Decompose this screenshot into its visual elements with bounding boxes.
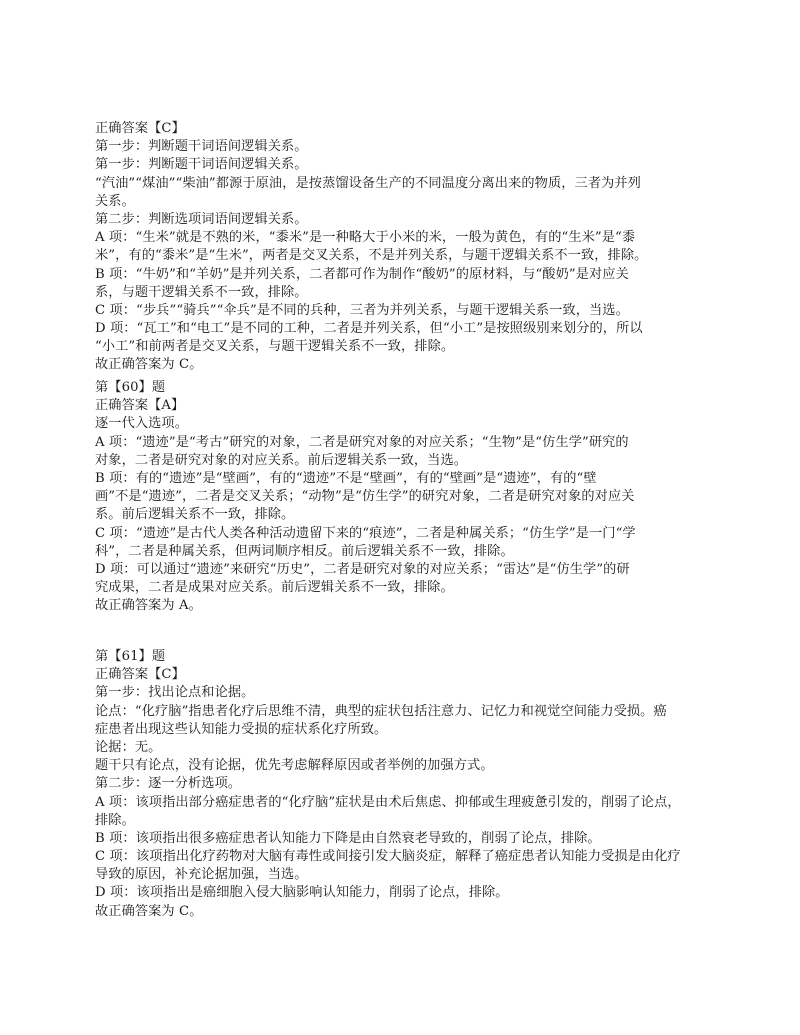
final-answer-line: 故正确答案为 A。 xyxy=(95,598,202,614)
argument-line: 论点：“化疗脑”指患者化疗后思维不清，典型的症状包括注意力、记忆力和视觉空间能力受损。癌 xyxy=(95,703,667,719)
explanation-line: 第一步：判断题干词语间逻辑关系。 xyxy=(95,139,308,155)
explanation-line: “汽油”“煤油”“柴油”都源于原油，是按蒸馏设备生产的不同温度分离出来的物质，三者为并列 xyxy=(95,175,641,191)
question-61-explanation xyxy=(95,648,710,921)
explanation-line: 第二步：判断选项词语间逻辑关系。 xyxy=(95,211,308,227)
evidence-line: 论据：无。 xyxy=(95,739,162,755)
final-answer-line: 故正确答案为 C。 xyxy=(95,357,203,373)
explanation-line: 第二步：逐一分析选项。 xyxy=(95,776,242,792)
option-c-line: 导致的原因，补充论据加强，当选。 xyxy=(95,867,308,883)
explanation-line: 关系。 xyxy=(95,193,135,209)
correct-answer-line: 正确答案【C】 xyxy=(95,667,185,683)
question-number-heading: 第【61】题 xyxy=(95,649,166,664)
option-b-line: B 项：该项指出很多癌症患者认知能力下降是由自然衰老导致的，削弱了论点，排除。 xyxy=(95,830,601,846)
question-59-explanation xyxy=(95,120,710,375)
option-b-line: 系，与题干逻辑关系不一致，排除。 xyxy=(95,284,308,300)
option-c-line: C 项：该项指出化疗药物对大脑有毒性或间接引发大脑炎症，解释了癌症患者认知能力受损是由化疗 xyxy=(95,849,681,865)
option-a-line: A 项：该项指出部分癌症患者的“化疗脑”症状是由术后焦虑、抑郁或生理疲惫引发的，削弱了论点， xyxy=(95,794,681,810)
explanation-line: 第一步：判断题干词语间逻辑关系。 xyxy=(95,157,308,173)
argument-line: 症患者出现这些认知能力受损的症状系化疗所致。 xyxy=(95,721,388,737)
option-b-line: B 项：有的“遗迹”是“壁画”，有的“遗迹”不是“壁画”，有的“壁画”是“遗迹”，有的“壁 xyxy=(95,470,597,486)
correct-answer-line: 正确答案【C】 xyxy=(95,121,185,136)
option-d-line: D 项：可以通过“遗迹”来研究“历史”，二者是研究对象的对应关系；“雷达”是“仿生学”的研 xyxy=(95,561,630,577)
explanation-line: 第一步：找出论点和论据。 xyxy=(95,685,255,701)
option-d-line: D 项：该项指出是癌细胞入侵大脑影响认知能力，削弱了论点，排除。 xyxy=(95,885,509,901)
final-answer-line: 故正确答案为 C。 xyxy=(95,903,203,919)
option-d-line: D 项：“瓦工”和“电工”是不同的工种，二者是并列关系，但“小工”是按照级别来划分的，所以 xyxy=(95,321,643,337)
option-a-line: A 项：“遗迹”是“考古”研究的对象，二者是研究对象的对应关系；“生物”是“仿生学”研究的 xyxy=(95,434,629,450)
option-d-line: “小工”和前两者是交叉关系，与题干逻辑关系不一致，排除。 xyxy=(95,339,455,355)
option-a-line: 对象，二者是研究对象的对应关系。前后逻辑关系一致，当选。 xyxy=(95,452,468,468)
option-b-line: 画”不是“遗迹”，二者是交叉关系；“动物”是“仿生学”的研究对象，二者是研究对象的对应关 xyxy=(95,489,635,505)
option-c-line: C 项：“步兵”“骑兵”“伞兵”是不同的兵种，三者为并列关系，与题干逻辑关系一致，当选。 xyxy=(95,302,629,318)
option-c-line: 科”，二者是种属关系，但两词顺序相反。前后逻辑关系不一致，排除。 xyxy=(95,543,514,559)
option-a-line: 米”，有的“黍米”是“生米”，两者是交叉关系，不是并列关系，与题干逻辑关系不一致，排除。 xyxy=(95,248,648,264)
option-d-line: 究成果，二者是成果对应关系。前后逻辑关系不一致，排除。 xyxy=(95,580,454,596)
option-b-line: B 项：“牛奶”和“羊奶”是并列关系，二者都可作为制作“酸奶”的原材料，与“酸奶”是对应关 xyxy=(95,266,629,282)
question-number-heading: 第【60】题 xyxy=(95,380,166,395)
correct-answer-line: 正确答案【A】 xyxy=(95,398,185,414)
option-c-line: C 项：“遗迹”是古代人类各种活动遗留下来的“痕迹”，二者是种属关系；“仿生学”是一门“学 xyxy=(95,525,636,541)
question-60-explanation xyxy=(95,379,710,615)
option-b-line: 系。前后逻辑关系不一致，排除。 xyxy=(95,507,295,523)
option-a-line: A 项：“生米”就是不熟的米，“黍米”是一种略大于小米的米，一般为黄色，有的“生米”是“黍 xyxy=(95,230,636,246)
explanation-line: 逐一代入选项。 xyxy=(95,416,189,432)
explanation-line: 题干只有论点，没有论据，优先考虑解释原因或者举例的加强方式。 xyxy=(95,758,494,774)
option-a-line: 排除。 xyxy=(95,812,135,828)
